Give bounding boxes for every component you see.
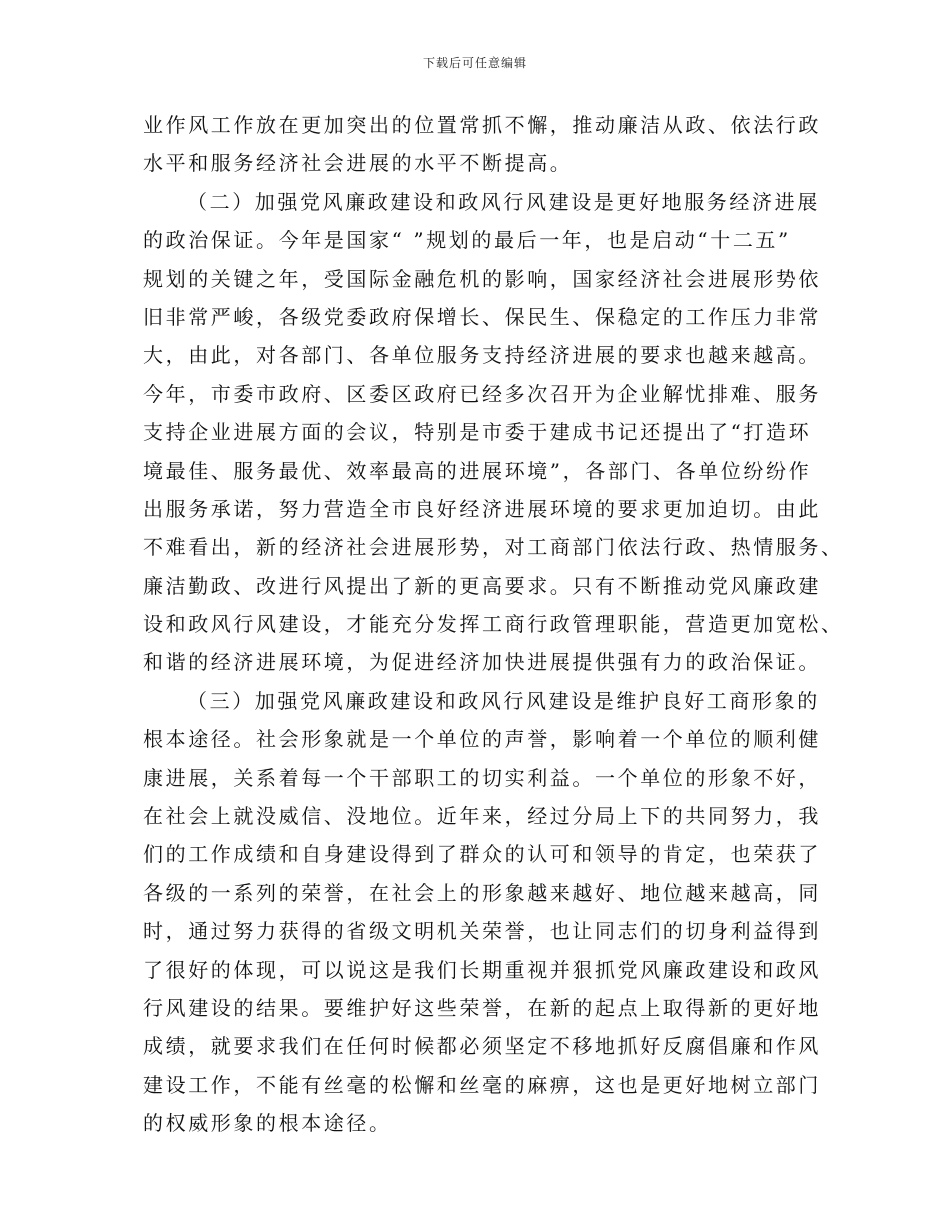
page-header-note: 下载后可任意编辑 <box>422 56 527 70</box>
text-line: 出服务承诺，努力营造全市良好经济进展环境的要求更加迫切。由此 <box>143 496 821 521</box>
text-line: 水平和服务经济社会进展的水平不断提高。 <box>143 151 573 176</box>
text-line: 业作风工作放在更加突出的位置常抓不懈，推动廉洁从政、依法行政 <box>143 113 821 137</box>
text-line: 建设工作，不能有丝毫的松懈和丝毫的麻痹，这也是更好地树立部门 <box>143 1072 821 1097</box>
text-line: 们的工作成绩和自身建设得到了群众的认可和领导的肯定，也荣获了 <box>143 842 821 867</box>
text-line: 的政治保证。今年是国家“ ”规划的最后一年，也是启动“十二五” <box>143 228 791 253</box>
text-line: 成绩，就要求我们在任何时候都必须坚定不移地抓好反腐倡廉和作风 <box>143 1034 821 1059</box>
text-line: 设和政风行风建设，才能充分发挥工商行政管理职能，营造更加宽松、 <box>143 612 844 637</box>
text-line: （二）加强党风廉政建设和政风行风建设是更好地服务经济进展 <box>187 189 820 214</box>
text-line: 和谐的经济进展环境，为促进经济加快进展提供强有力的政治保证。 <box>143 650 821 675</box>
text-line: 的权威形象的根本途径。 <box>143 1111 392 1136</box>
text-line: 今年，市委市政府、区委区政府已经多次召开为企业解忧排难、服务 <box>143 381 821 406</box>
text-line: 在社会上就没威信、没地位。近年来，经过分局上下的共同努力，我 <box>143 804 821 829</box>
text-line: 境最佳、服务最优、效率最高的进展环境”，各部门、各单位纷纷作 <box>143 458 812 483</box>
document-body <box>143 106 844 1143</box>
text-line: 不难看出，新的经济社会进展形势，对工商部门依法行政、热情服务、 <box>143 535 844 560</box>
text-line: 支持企业进展方面的会议，特别是市委于建成书记还提出了“打造环 <box>143 420 812 445</box>
text-line: 根本途径。社会形象就是一个单位的声誉，影响着一个单位的顺利健 <box>143 727 821 752</box>
text-line: 各级的一系列的荣誉，在社会上的形象越来越好、地位越来越高，同 <box>143 880 821 905</box>
text-line: 行风建设的结果。要维护好这些荣誉，在新的起点上取得新的更好地 <box>143 995 821 1020</box>
text-line: 廉洁勤政、改进行风提出了新的更高要求。只有不断推动党风廉政建 <box>143 573 821 598</box>
text-line: 时，通过努力获得的省级文明机关荣誉，也让同志们的切身利益得到 <box>143 919 821 944</box>
text-line: 旧非常严峻，各级党委政府保增长、保民生、保稳定的工作压力非常 <box>143 304 821 329</box>
text-line: （三）加强党风廉政建设和政风行风建设是维护良好工商形象的 <box>187 688 820 713</box>
text-line: 康进展，关系着每一个干部职工的切实利益。一个单位的形象不好， <box>143 765 821 790</box>
text-line: 大，由此，对各部门、各单位服务支持经济进展的要求也越来越高。 <box>143 343 821 368</box>
text-line: 规划的关键之年，受国际金融危机的影响，国家经济社会进展形势依 <box>143 266 821 291</box>
text-line: 了很好的体现，可以说这是我们长期重视并狠抓党风廉政建设和政风 <box>143 957 821 982</box>
